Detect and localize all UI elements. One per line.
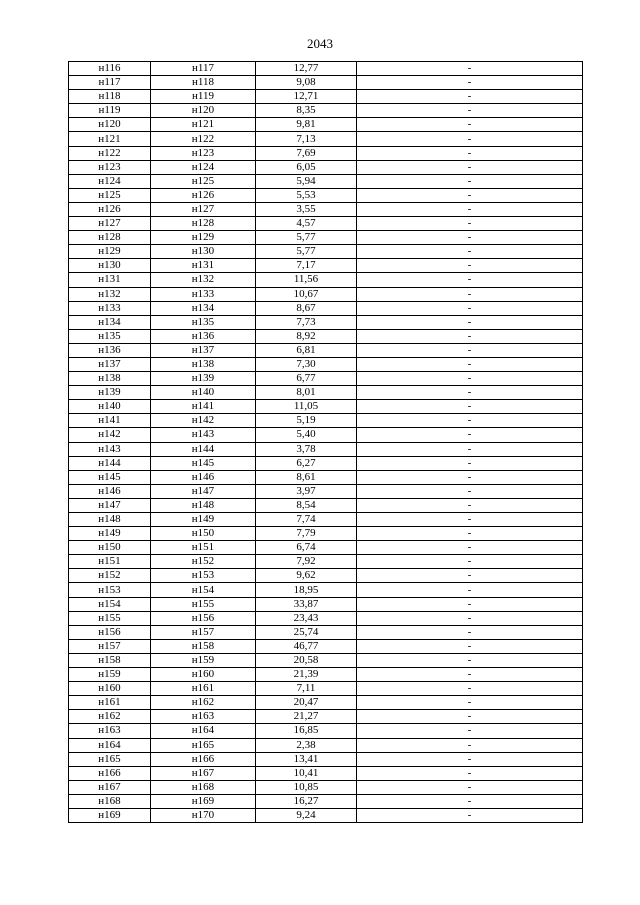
note-cell: - <box>357 808 583 822</box>
length-cell: 23,43 <box>256 611 357 625</box>
from-point-cell: н164 <box>69 738 151 752</box>
from-point-cell: н124 <box>69 174 151 188</box>
note-cell: - <box>357 188 583 202</box>
length-cell: 10,85 <box>256 780 357 794</box>
note-cell: - <box>357 766 583 780</box>
to-point-cell: н118 <box>151 76 256 90</box>
note-cell: - <box>357 456 583 470</box>
note-cell: - <box>357 513 583 527</box>
from-point-cell: н137 <box>69 357 151 371</box>
table-row <box>69 217 583 231</box>
to-point-cell: н136 <box>151 329 256 343</box>
table-row <box>69 611 583 625</box>
length-cell: 9,24 <box>256 808 357 822</box>
from-point-cell: н168 <box>69 794 151 808</box>
to-point-cell: н142 <box>151 414 256 428</box>
note-cell: - <box>357 668 583 682</box>
note-cell: - <box>357 414 583 428</box>
to-point-cell: н166 <box>151 752 256 766</box>
to-point-cell: н161 <box>151 682 256 696</box>
from-point-cell: н152 <box>69 569 151 583</box>
note-cell: - <box>357 639 583 653</box>
from-point-cell: н162 <box>69 710 151 724</box>
note-cell: - <box>357 217 583 231</box>
table-row <box>69 498 583 512</box>
length-cell: 6,81 <box>256 343 357 357</box>
table-row <box>69 696 583 710</box>
note-cell: - <box>357 62 583 76</box>
from-point-cell: н149 <box>69 527 151 541</box>
table-row <box>69 527 583 541</box>
table-row <box>69 724 583 738</box>
to-point-cell: н159 <box>151 653 256 667</box>
table-row <box>69 569 583 583</box>
to-point-cell: н119 <box>151 90 256 104</box>
length-cell: 8,01 <box>256 386 357 400</box>
table-row <box>69 287 583 301</box>
from-point-cell: н153 <box>69 583 151 597</box>
from-point-cell: н136 <box>69 343 151 357</box>
to-point-cell: н129 <box>151 231 256 245</box>
to-point-cell: н123 <box>151 146 256 160</box>
note-cell: - <box>357 259 583 273</box>
length-cell: 13,41 <box>256 752 357 766</box>
note-cell: - <box>357 780 583 794</box>
table-row <box>69 386 583 400</box>
length-cell: 8,61 <box>256 470 357 484</box>
to-point-cell: н134 <box>151 301 256 315</box>
note-cell: - <box>357 470 583 484</box>
from-point-cell: н157 <box>69 639 151 653</box>
from-point-cell: н120 <box>69 118 151 132</box>
length-cell: 8,35 <box>256 104 357 118</box>
note-cell: - <box>357 372 583 386</box>
from-point-cell: н128 <box>69 231 151 245</box>
from-point-cell: н138 <box>69 372 151 386</box>
to-point-cell: н141 <box>151 400 256 414</box>
from-point-cell: н148 <box>69 513 151 527</box>
length-cell: 6,05 <box>256 160 357 174</box>
from-point-cell: н140 <box>69 400 151 414</box>
length-cell: 8,54 <box>256 498 357 512</box>
table-row <box>69 428 583 442</box>
to-point-cell: н163 <box>151 710 256 724</box>
from-point-cell: н154 <box>69 597 151 611</box>
table-row <box>69 639 583 653</box>
length-cell: 33,87 <box>256 597 357 611</box>
from-point-cell: н159 <box>69 668 151 682</box>
from-point-cell: н144 <box>69 456 151 470</box>
to-point-cell: н138 <box>151 357 256 371</box>
to-point-cell: н160 <box>151 668 256 682</box>
length-cell: 16,27 <box>256 794 357 808</box>
table-row <box>69 343 583 357</box>
from-point-cell: н129 <box>69 245 151 259</box>
note-cell: - <box>357 541 583 555</box>
from-point-cell: н151 <box>69 555 151 569</box>
note-cell: - <box>357 498 583 512</box>
note-cell: - <box>357 202 583 216</box>
from-point-cell: н169 <box>69 808 151 822</box>
table-row <box>69 160 583 174</box>
note-cell: - <box>357 160 583 174</box>
note-cell: - <box>357 245 583 259</box>
to-point-cell: н145 <box>151 456 256 470</box>
table-row <box>69 513 583 527</box>
length-cell: 7,69 <box>256 146 357 160</box>
length-cell: 4,57 <box>256 217 357 231</box>
from-point-cell: н143 <box>69 442 151 456</box>
length-cell: 5,77 <box>256 245 357 259</box>
table-row <box>69 808 583 822</box>
table-row <box>69 668 583 682</box>
from-point-cell: н123 <box>69 160 151 174</box>
table-row <box>69 329 583 343</box>
note-cell: - <box>357 146 583 160</box>
to-point-cell: н117 <box>151 62 256 76</box>
to-point-cell: н132 <box>151 273 256 287</box>
length-cell: 7,73 <box>256 315 357 329</box>
note-cell: - <box>357 442 583 456</box>
table-row <box>69 470 583 484</box>
note-cell: - <box>357 653 583 667</box>
note-cell: - <box>357 118 583 132</box>
from-point-cell: н167 <box>69 780 151 794</box>
note-cell: - <box>357 527 583 541</box>
length-cell: 7,79 <box>256 527 357 541</box>
note-cell: - <box>357 794 583 808</box>
length-cell: 2,38 <box>256 738 357 752</box>
table-row <box>69 104 583 118</box>
table-row <box>69 625 583 639</box>
length-cell: 5,53 <box>256 188 357 202</box>
to-point-cell: н149 <box>151 513 256 527</box>
table-row <box>69 400 583 414</box>
note-cell: - <box>357 386 583 400</box>
to-point-cell: н122 <box>151 132 256 146</box>
note-cell: - <box>357 273 583 287</box>
table-row <box>69 372 583 386</box>
length-cell: 9,81 <box>256 118 357 132</box>
to-point-cell: н158 <box>151 639 256 653</box>
table-row <box>69 541 583 555</box>
to-point-cell: н151 <box>151 541 256 555</box>
note-cell: - <box>357 132 583 146</box>
length-cell: 5,40 <box>256 428 357 442</box>
note-cell: - <box>357 174 583 188</box>
note-cell: - <box>357 611 583 625</box>
to-point-cell: н147 <box>151 484 256 498</box>
note-cell: - <box>357 696 583 710</box>
from-point-cell: н135 <box>69 329 151 343</box>
table-row <box>69 710 583 724</box>
to-point-cell: н120 <box>151 104 256 118</box>
table-row <box>69 315 583 329</box>
table-row <box>69 245 583 259</box>
length-cell: 7,30 <box>256 357 357 371</box>
table-row <box>69 752 583 766</box>
to-point-cell: н144 <box>151 442 256 456</box>
table-row <box>69 442 583 456</box>
to-point-cell: н126 <box>151 188 256 202</box>
from-point-cell: н132 <box>69 287 151 301</box>
note-cell: - <box>357 343 583 357</box>
from-point-cell: н130 <box>69 259 151 273</box>
from-point-cell: н122 <box>69 146 151 160</box>
to-point-cell: н143 <box>151 428 256 442</box>
from-point-cell: н142 <box>69 428 151 442</box>
to-point-cell: н154 <box>151 583 256 597</box>
note-cell: - <box>357 76 583 90</box>
length-cell: 9,62 <box>256 569 357 583</box>
table-row <box>69 682 583 696</box>
to-point-cell: н121 <box>151 118 256 132</box>
table-row <box>69 202 583 216</box>
note-cell: - <box>357 315 583 329</box>
length-cell: 16,85 <box>256 724 357 738</box>
note-cell: - <box>357 569 583 583</box>
length-cell: 7,74 <box>256 513 357 527</box>
from-point-cell: н158 <box>69 653 151 667</box>
note-cell: - <box>357 555 583 569</box>
length-cell: 11,05 <box>256 400 357 414</box>
table-row <box>69 555 583 569</box>
from-point-cell: н150 <box>69 541 151 555</box>
to-point-cell: н135 <box>151 315 256 329</box>
from-point-cell: н131 <box>69 273 151 287</box>
table-row <box>69 357 583 371</box>
to-point-cell: н125 <box>151 174 256 188</box>
from-point-cell: н121 <box>69 132 151 146</box>
table-row <box>69 118 583 132</box>
length-cell: 3,55 <box>256 202 357 216</box>
note-cell: - <box>357 597 583 611</box>
note-cell: - <box>357 400 583 414</box>
note-cell: - <box>357 104 583 118</box>
to-point-cell: н137 <box>151 343 256 357</box>
to-point-cell: н127 <box>151 202 256 216</box>
table-row <box>69 273 583 287</box>
from-point-cell: н141 <box>69 414 151 428</box>
to-point-cell: н165 <box>151 738 256 752</box>
from-point-cell: н156 <box>69 625 151 639</box>
from-point-cell: н117 <box>69 76 151 90</box>
length-cell: 20,58 <box>256 653 357 667</box>
table-row <box>69 780 583 794</box>
from-point-cell: н155 <box>69 611 151 625</box>
length-cell: 3,78 <box>256 442 357 456</box>
length-cell: 18,95 <box>256 583 357 597</box>
length-cell: 46,77 <box>256 639 357 653</box>
from-point-cell: н118 <box>69 90 151 104</box>
length-cell: 8,92 <box>256 329 357 343</box>
table-row <box>69 132 583 146</box>
note-cell: - <box>357 724 583 738</box>
from-point-cell: н160 <box>69 682 151 696</box>
length-cell: 21,39 <box>256 668 357 682</box>
table-row <box>69 301 583 315</box>
to-point-cell: н146 <box>151 470 256 484</box>
length-cell: 20,47 <box>256 696 357 710</box>
table-row <box>69 76 583 90</box>
page-number: 2043 <box>307 36 333 51</box>
length-cell: 5,94 <box>256 174 357 188</box>
note-cell: - <box>357 357 583 371</box>
from-point-cell: н166 <box>69 766 151 780</box>
to-point-cell: н168 <box>151 780 256 794</box>
to-point-cell: н131 <box>151 259 256 273</box>
table-row <box>69 90 583 104</box>
length-cell: 11,56 <box>256 273 357 287</box>
note-cell: - <box>357 301 583 315</box>
to-point-cell: н139 <box>151 372 256 386</box>
table-row <box>69 484 583 498</box>
to-point-cell: н133 <box>151 287 256 301</box>
to-point-cell: н164 <box>151 724 256 738</box>
note-cell: - <box>357 287 583 301</box>
length-cell: 5,77 <box>256 231 357 245</box>
table-row <box>69 188 583 202</box>
from-point-cell: н134 <box>69 315 151 329</box>
table-row <box>69 794 583 808</box>
to-point-cell: н128 <box>151 217 256 231</box>
from-point-cell: н147 <box>69 498 151 512</box>
note-cell: - <box>357 231 583 245</box>
from-point-cell: н165 <box>69 752 151 766</box>
length-cell: 25,74 <box>256 625 357 639</box>
to-point-cell: н148 <box>151 498 256 512</box>
table-row <box>69 597 583 611</box>
length-cell: 8,67 <box>256 301 357 315</box>
table-row <box>69 766 583 780</box>
to-point-cell: н157 <box>151 625 256 639</box>
length-cell: 21,27 <box>256 710 357 724</box>
note-cell: - <box>357 625 583 639</box>
table-body <box>69 62 583 823</box>
to-point-cell: н170 <box>151 808 256 822</box>
from-point-cell: н125 <box>69 188 151 202</box>
from-point-cell: н161 <box>69 696 151 710</box>
length-cell: 7,92 <box>256 555 357 569</box>
note-cell: - <box>357 583 583 597</box>
from-point-cell: н163 <box>69 724 151 738</box>
length-cell: 7,13 <box>256 132 357 146</box>
boundary-segments-table <box>68 61 583 823</box>
from-point-cell: н139 <box>69 386 151 400</box>
to-point-cell: н140 <box>151 386 256 400</box>
length-cell: 5,19 <box>256 414 357 428</box>
length-cell: 12,77 <box>256 62 357 76</box>
to-point-cell: н162 <box>151 696 256 710</box>
from-point-cell: н116 <box>69 62 151 76</box>
from-point-cell: н133 <box>69 301 151 315</box>
table-row <box>69 456 583 470</box>
to-point-cell: н153 <box>151 569 256 583</box>
length-cell: 12,71 <box>256 90 357 104</box>
length-cell: 7,17 <box>256 259 357 273</box>
table-row <box>69 653 583 667</box>
length-cell: 9,08 <box>256 76 357 90</box>
to-point-cell: н150 <box>151 527 256 541</box>
note-cell: - <box>357 90 583 104</box>
note-cell: - <box>357 752 583 766</box>
length-cell: 10,41 <box>256 766 357 780</box>
to-point-cell: н152 <box>151 555 256 569</box>
length-cell: 6,74 <box>256 541 357 555</box>
from-point-cell: н119 <box>69 104 151 118</box>
length-cell: 6,27 <box>256 456 357 470</box>
note-cell: - <box>357 682 583 696</box>
table-row <box>69 62 583 76</box>
from-point-cell: н145 <box>69 470 151 484</box>
table-row <box>69 259 583 273</box>
length-cell: 6,77 <box>256 372 357 386</box>
to-point-cell: н169 <box>151 794 256 808</box>
table-row <box>69 738 583 752</box>
note-cell: - <box>357 710 583 724</box>
from-point-cell: н146 <box>69 484 151 498</box>
length-cell: 3,97 <box>256 484 357 498</box>
length-cell: 10,67 <box>256 287 357 301</box>
table-row <box>69 174 583 188</box>
to-point-cell: н167 <box>151 766 256 780</box>
to-point-cell: н124 <box>151 160 256 174</box>
from-point-cell: н127 <box>69 217 151 231</box>
table-row <box>69 414 583 428</box>
note-cell: - <box>357 428 583 442</box>
table-row <box>69 231 583 245</box>
from-point-cell: н126 <box>69 202 151 216</box>
table-row <box>69 583 583 597</box>
note-cell: - <box>357 329 583 343</box>
to-point-cell: н156 <box>151 611 256 625</box>
length-cell: 7,11 <box>256 682 357 696</box>
table-row <box>69 146 583 160</box>
note-cell: - <box>357 484 583 498</box>
note-cell: - <box>357 738 583 752</box>
to-point-cell: н155 <box>151 597 256 611</box>
to-point-cell: н130 <box>151 245 256 259</box>
